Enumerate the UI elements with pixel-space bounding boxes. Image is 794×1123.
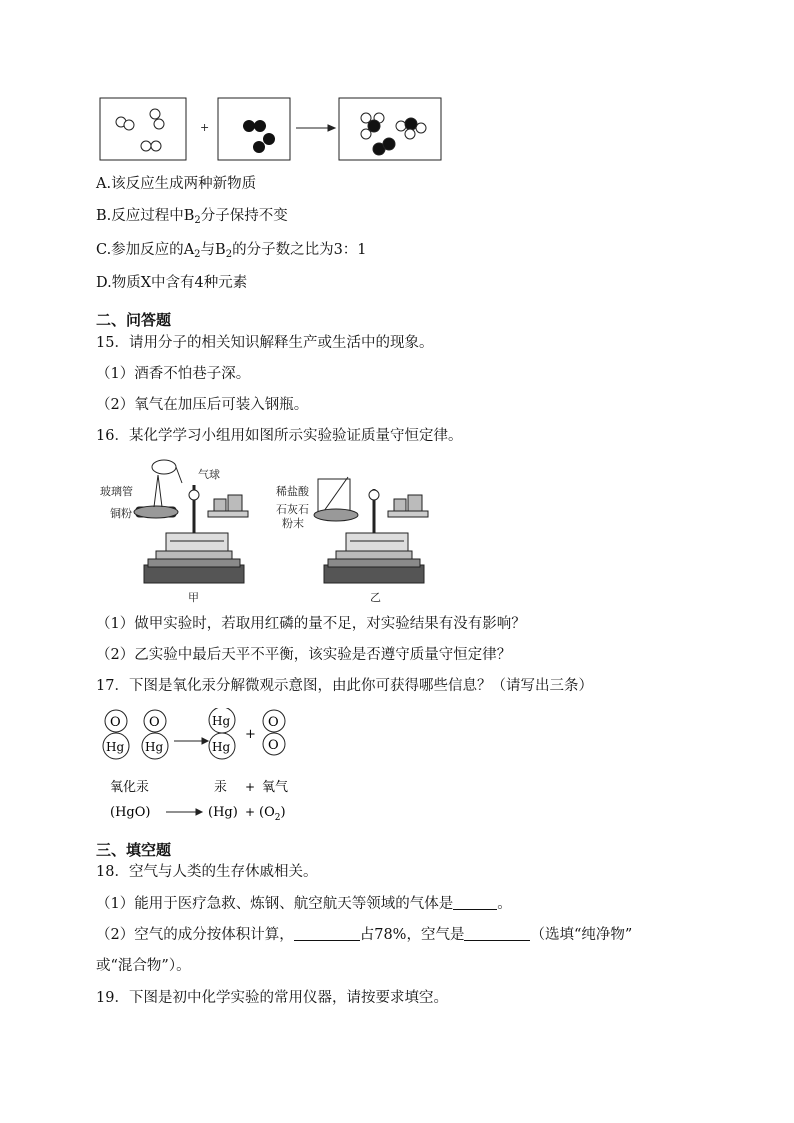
q18-part-2-cont: 或“混合物”）。 [96, 958, 191, 974]
atom-o-1: O [110, 715, 121, 730]
option-c-molecule-a: A [183, 242, 195, 258]
balance-jia [134, 460, 248, 583]
label-balloon: 气球 [198, 468, 220, 481]
label-limestone-2: 粉末 [282, 517, 304, 530]
section-title-qa: 二、问答题 [96, 311, 172, 329]
option-c-conj: 与 [200, 242, 216, 258]
atom-o-2: O [149, 715, 160, 730]
q15-stem: 15．请用分子的相关知识解释生产或生活中的现象。 [96, 335, 434, 351]
q18-part-2-text-c: （选填“纯净物” [530, 927, 633, 943]
option-c-subscript-b: 2 [225, 249, 233, 260]
atom-hg-1: Hg [106, 740, 125, 754]
q18-blank-1[interactable] [453, 895, 497, 910]
q18-blank-2[interactable] [294, 926, 360, 941]
name-o2: 氧气 [262, 780, 289, 795]
balance-figure [96, 455, 446, 605]
option-c-subscript-a: 2 [194, 249, 201, 260]
q18-stem: 18．空气与人类的生存休戚相关。 [96, 864, 318, 880]
option-d: D.物质X中含有4种元素 [96, 275, 248, 291]
q16-part-1: （1）做甲实验时，若取用红磷的量不足，对实验结果有没有影响？ [96, 616, 526, 632]
q15-part-1: （1）酒香不怕巷子深。 [96, 366, 251, 382]
decomp-arrow-bottom [166, 809, 202, 815]
reaction-diagram [96, 94, 446, 164]
name-hg: 汞 [214, 780, 228, 795]
q18-part-2-text-a: （2）空气的成分按体积计算， [96, 927, 294, 943]
q18-part-1-text: （1）能用于医疗急救、炼钢、航空航天等领域的气体是 [96, 896, 454, 912]
atom-hg-2: Hg [145, 740, 164, 754]
q16-part-2: （2）乙实验中最后天平不平衡，该实验是否遵守质量守恒定律？ [96, 647, 512, 663]
balance-yi [314, 477, 428, 583]
label-copper-powder: 铜粉 [110, 507, 132, 520]
option-b [96, 206, 288, 231]
atom-hg-4: Hg [212, 740, 231, 754]
q17-stem: 17．下图是氧化汞分解微观示意图，由此你可获得哪些信息？（请写出三条） [96, 678, 593, 694]
label-acid: 稀盐酸 [276, 485, 309, 498]
atom-o-3: O [268, 715, 279, 730]
decomp-arrow-top [174, 738, 208, 744]
reactant-a2-box [100, 98, 186, 160]
atom-hg-3: Hg [212, 714, 231, 728]
plus-sign-mid: + [245, 780, 256, 794]
option-c [96, 240, 367, 265]
option-b-subscript: 2 [194, 215, 201, 226]
q16-stem: 16．某化学学习小组用如图所示实验验证质量守恒定律。 [96, 428, 463, 444]
plus-sign-bottom: + [245, 805, 256, 819]
name-hgo: 氧化汞 [110, 780, 150, 795]
section-title-fill: 三、填空题 [96, 841, 172, 859]
option-b-molecule: B [183, 208, 195, 224]
label-limestone-1: 石灰石 [276, 503, 309, 516]
label-glass-tube: 玻璃管 [100, 485, 133, 498]
formula-o2: $(O_2)$ [259, 805, 286, 823]
plus-sign-top: + [245, 727, 256, 742]
label-jia: 甲 [188, 591, 199, 604]
q18-blank-3[interactable] [464, 926, 530, 941]
label-yi: 乙 [370, 591, 381, 604]
formula-hg: (Hg) [208, 805, 238, 820]
atom-o-4: O [268, 738, 279, 753]
hgo-decomposition-figure [96, 708, 316, 830]
plus-sign: + [200, 121, 210, 134]
reaction-arrow [296, 125, 335, 131]
option-b-text: B.反应过程中 [96, 208, 184, 224]
q15-part-2: （2）氧气在加压后可装入钢瓶。 [96, 397, 309, 413]
q19-stem: 19．下图是初中化学实验的常用仪器，请按要求填空。 [96, 990, 448, 1006]
q18-part-2 [96, 925, 632, 945]
q18-part-1-end: 。 [497, 896, 512, 912]
option-c-molecule-b: B [215, 242, 226, 258]
option-b-text-end: 分子保持不变 [200, 208, 288, 224]
q18-part-2-text-b: 占78%，空气是 [359, 927, 465, 943]
option-c-text-end: 的分子数之比为3：1 [232, 242, 367, 258]
option-a: A.该反应生成两种新物质 [96, 176, 257, 192]
q18-part-1 [96, 894, 512, 914]
formula-hgo: (HgO) [110, 805, 151, 820]
option-c-text: C.参加反应的 [96, 242, 184, 258]
